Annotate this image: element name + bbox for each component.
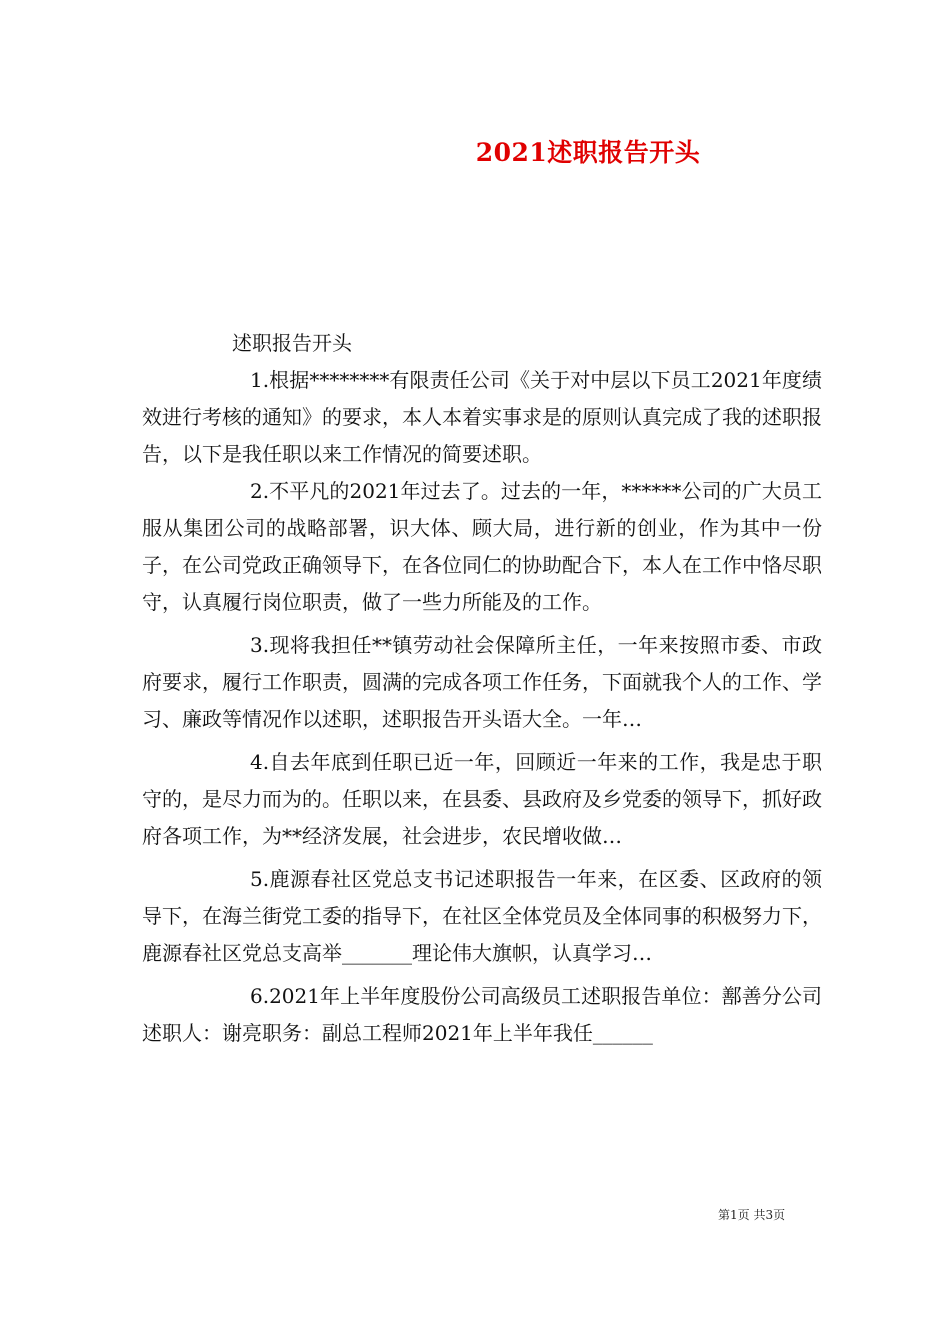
paragraph-1: 1.根据********有限责任公司《关于对中层以下员工2021年度绩效进行考核的通知》的要求，本人本着实事求是的原则认真完成了我的述职报告，以下是我任职以来工作情况的简要述职。 — [142, 368, 822, 466]
paragraph-5: 5.鹿源春社区党总支书记述职报告一年来，在区委、区政府的领导下，在海兰街党工委的指导下，在社区全体党员及全体同事的积极努力下，鹿源春社区党总支高举_______理论伟大旗帜，认真学习… — [142, 867, 822, 965]
paragraph-2: 2.不平凡的2021年过去了。过去的一年，******公司的广大员工服从集团公司的战略部署，识大体、顾大局，进行新的创业，作为其中一份子，在公司党政正确领导下，在各位同仁的协助配合下，本人在工作中恪尽职守，认真履行岗位职责，做了一些力所能及的工作。 — [142, 479, 822, 614]
subheading: 述职报告开头 — [232, 331, 352, 355]
document-body — [142, 325, 822, 1052]
paragraph-6: 6.2021年上半年度股份公司高级员工述职报告单位：鄯善分公司述职人：谢亮职务：副总工程师2021年上半年我任______ — [142, 984, 822, 1045]
paragraph-3: 3.现将我担任**镇劳动社会保障所主任，一年来按照市委、市政府要求，履行工作职责，圆满的完成各项工作任务，下面就我个人的工作、学习、廉政等情况作以述职，述职报告开头语大全。一年… — [142, 633, 822, 731]
document-title: 2021述职报告开头 — [475, 138, 701, 167]
paragraph-4: 4.自去年底到任职已近一年，回顾近一年来的工作，我是忠于职守的，是尽力而为的。任职以来，在县委、县政府及乡党委的领导下，抓好政府各项工作，为**经济发展，社会进步，农民增收做… — [142, 750, 822, 848]
page-number-footer: 第1页 共3页 — [718, 1208, 786, 1222]
